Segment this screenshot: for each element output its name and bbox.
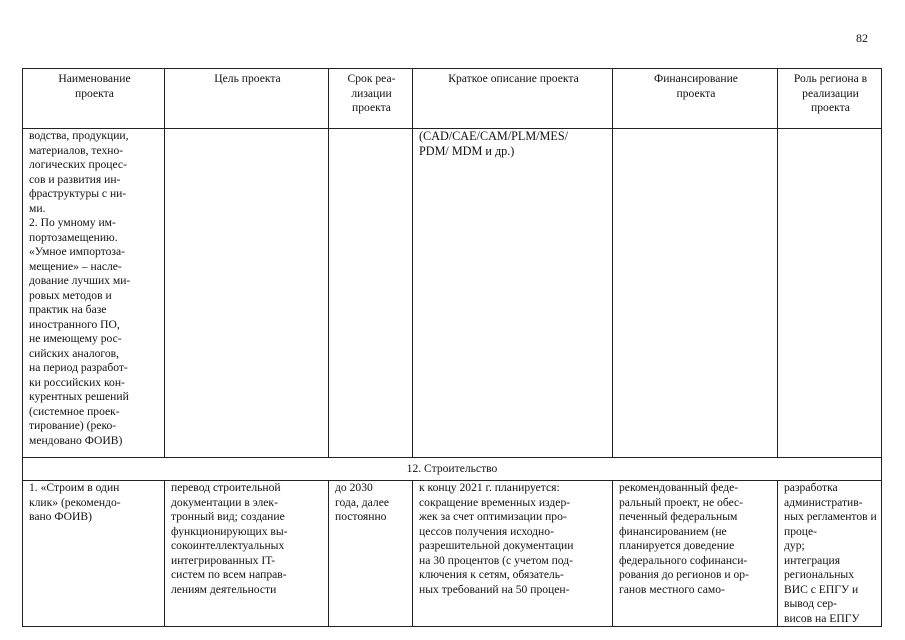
header-region-role: Роль региона в реализации проекта	[778, 69, 882, 129]
table-row	[23, 129, 882, 458]
page-number: 82	[856, 31, 868, 45]
header-project-financing: Финансирование проекта	[613, 69, 778, 129]
cell-project-term: до 2030 года, далее постоянно	[329, 481, 413, 627]
section-row	[23, 458, 882, 481]
section-title: 12. Строительство	[23, 458, 882, 481]
cell-project-term	[329, 129, 413, 458]
projects-table	[22, 68, 882, 627]
cell-project-name: водства, продукции, материалов, техно- логических процес- сов и развития ин- фраструктуры с ни- ми. 2. По умному им- портозамещению. «Умное импортоза- мещение» – насле- дование лучших ми- ровых методов и практик на базе иностранного ПО, не имеющему рос- сийских аналогов, на период разработ- ки российских кон- курентных решений (системное проек- тирование) (реко- мендовано ФОИВ)	[23, 129, 165, 458]
cell-project-description: (CAD/CAE/CAM/PLM/MES/ PDM/ MDM и др.)	[413, 129, 613, 458]
cell-region-role: разработка административ- ных регламентов и проце- дур; интеграция региональных ВИС с ЕПГУ и вывод сер- висов на ЕПГУ	[778, 481, 882, 627]
table-header-row	[23, 69, 882, 129]
header-project-description: Краткое описание проекта	[413, 69, 613, 129]
cell-project-description: к концу 2021 г. планируется: сокращение временных издер- жек за счет оптимизации про- цессов получения исходно- разрешительной документации на 30 процентов (с учетом под- ключения к сетям, обязатель- ных требований на 50 процен-	[413, 481, 613, 627]
cell-project-goal: перевод строительной документации в элек- тронный вид; создание функционирующих вы- сокоинтеллектуальных интегрированных IT- систем по всем направ- лениям деятельности	[165, 481, 329, 627]
cell-project-financing	[613, 129, 778, 458]
header-project-goal: Цель проекта	[165, 69, 329, 129]
header-project-term: Срок реа- лизации проекта	[329, 69, 413, 129]
cell-project-goal	[165, 129, 329, 458]
cell-project-name: 1. «Строим в один клик» (рекомендо- вано ФОИВ)	[23, 481, 165, 627]
table-row	[23, 481, 882, 627]
cell-project-financing: рекомендованный феде- ральный проект, не обес- печенный федеральным финансированием (не планируется доведение федерального софинанси- рования до регионов и ор- ганов местного само-	[613, 481, 778, 627]
header-project-name: Наименование проекта	[23, 69, 165, 129]
cell-region-role	[778, 129, 882, 458]
